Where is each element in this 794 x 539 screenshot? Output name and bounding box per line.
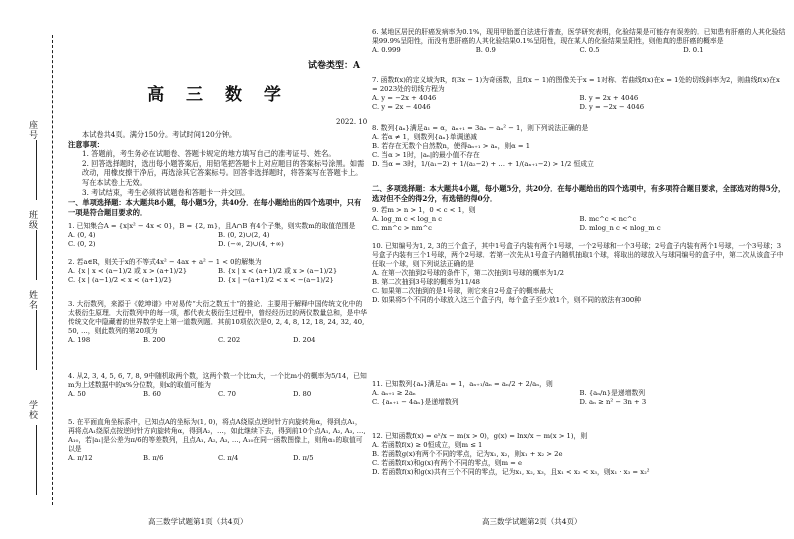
right-column bbox=[372, 0, 787, 539]
q7-options-row2 bbox=[372, 103, 787, 112]
q12-option-b: B. 若函数g(x)有两个不同的零点，记为x₁, x₂，则x₁ + x₂ > 2e bbox=[372, 450, 563, 458]
question-3 bbox=[68, 300, 368, 345]
q1-options-row2 bbox=[68, 240, 368, 249]
name-write-line bbox=[36, 310, 37, 370]
q2-options-row1 bbox=[68, 267, 368, 276]
q8-option-c: C. 当α > 1时，|aₙ|的最小值不存在 bbox=[372, 151, 480, 159]
question-5 bbox=[68, 418, 368, 463]
section2-title: 二、多项选择题：本大题共4小题，每小题5分，共20分．在每小题给出的四个选项中，有多项符合题目要求，全部选对的得5分，选对但不全的得2分，有选错的得0分． bbox=[372, 184, 786, 203]
q1-option-b: B. (0, 2)∪(2, 4) bbox=[218, 231, 270, 239]
label-name: 姓名 bbox=[27, 290, 37, 310]
q6-option-b: B. 0.9 bbox=[475, 46, 496, 54]
q8-stem: 8. 数列{aₙ}满足a₁ = α，aₙ₊₁ = 3aₙ − aₙ² − 1，则下列说法正确的是 bbox=[372, 124, 589, 132]
q11-options-row1 bbox=[372, 389, 787, 398]
q4-option-b: B. 60 bbox=[143, 390, 161, 398]
q7-options-row1 bbox=[372, 94, 787, 103]
q4-stem: 4. 从2, 3, 4, 5, 6, 7, 8, 9中随机取两个数，这两个数一个比m大，一个比m小的概率为5/14，已知m为上述数据中的x%分位数，则x的取值可能为 bbox=[68, 372, 367, 389]
q7-option-d: D. y = −2x − 4046 bbox=[579, 103, 645, 111]
question-12 bbox=[372, 432, 787, 477]
exam-date: 2022. 10 bbox=[336, 118, 368, 126]
q9-options-row1 bbox=[372, 215, 787, 224]
q10-option-d: D. 如果将5个不同的小球放入这三个盒子内，每个盒子至少放1个，则不同的放法有300种 bbox=[372, 296, 642, 304]
q1-options-row1 bbox=[68, 231, 368, 240]
q8-option-d: D. 当α = 3时，1/(a₁−2) + 1/(a₂−2) + … + 1/(aₙ₊₁−2) > 1/2 恒成立 bbox=[372, 160, 594, 168]
q7-option-c: C. y = 2x − 4046 bbox=[372, 103, 431, 111]
q2-option-b: B. {x | x < (a+1)/2 或 x > (a−1)/2} bbox=[218, 267, 338, 275]
label-class: 班级 bbox=[27, 210, 37, 230]
notice-2: 2. 回答选择题时，选出每小题答案后，用铅笔把答题卡上对应题目的答案标号涂黑。如需改动，用橡皮擦干净后，再选涂其它答案标号。回答非选择题时，将答案写在答题卡上。写在本试卷上无效。 bbox=[82, 158, 365, 187]
q6-stem: 6. 某地区居民的肝癌发病率为0.1%，现用甲胎蛋白法进行普查，医学研究表明，化验结果是可能存有误差的．已知患有肝癌的人其化验结果99.9%呈阳性，而没有患肝癌的人其化验结果0.1%呈阳性，现在某人的化验结果呈阳性，则他真的患肝癌的概率是 bbox=[372, 28, 786, 45]
q10-option-c: C. 如果第二次抽到的是1号球，则它来自2号盒子的概率最大 bbox=[372, 287, 554, 295]
q7-option-b: B. y = 2x + 4046 bbox=[579, 94, 639, 102]
q10-stem: 10. 已知编号为1, 2, 3的三个盒子，其中1号盒子内装有两个1号球，一个2号球和一个3号球；2号盒子内装有两个1号球，一个3号球；3号盒子内装有三个1号球，两个2号球．若第一次先从1号盒子内随机抽取1个球，将取出的球放入与球同编号的盒子中，第二次从该盒子中任取一个球，则下列说法正确的是 bbox=[372, 242, 784, 268]
question-9 bbox=[372, 206, 787, 233]
q4-option-a: A. 50 bbox=[68, 390, 86, 398]
question-11 bbox=[372, 380, 787, 407]
q11-stem: 11. 已知数列{aₙ}满足a₁ = 1，aₙ₊₁/aₙ = aₙ/2 + 2/aₙ，则 bbox=[372, 380, 553, 388]
question-1 bbox=[68, 222, 368, 249]
q11-option-d: D. aₙ ≥ n² − 3n + 3 bbox=[579, 398, 647, 406]
q2-option-d: D. {x | −(a+1)/2 < x < −(a−1)/2} bbox=[218, 276, 334, 284]
page-title: 高 三 数 学 bbox=[147, 85, 289, 105]
q12-stem: 12. 已知函数f(x) = eˣ/x − m(x > 0)，g(x) = lnx/x − m(x > 1)，则 bbox=[372, 432, 588, 440]
q3-option-b: B. 200 bbox=[143, 336, 166, 344]
q9-options-row2 bbox=[372, 224, 787, 233]
q4-options bbox=[68, 390, 368, 399]
q9-stem: 9. 若m > n > 1，0 < c < 1，则 bbox=[372, 206, 476, 214]
q6-option-d: D. 0.1 bbox=[683, 46, 704, 54]
q2-options-row2 bbox=[68, 276, 368, 285]
q12-option-c: C. 若函数f(x)和g(x)有两个不同的零点，则m = e bbox=[372, 459, 523, 467]
q7-stem: 7. 函数f(x)的定义域为R，f(3x − 1)为奇函数，且f(x − 1)的图像关于x = 1对称．若曲线f(x)在x = 1处的切线斜率为2，则曲线f(x)在x = 2023处的切线方程为 bbox=[372, 76, 780, 93]
q9-option-c: C. mn^c > nm^c bbox=[372, 224, 432, 232]
q8-option-a: A. 若α ≠ 1，则数列{aₙ}单调递减 bbox=[372, 133, 477, 141]
q9-option-b: B. mc^c < nc^c bbox=[579, 215, 637, 223]
q5-option-b: B. π/6 bbox=[143, 454, 164, 462]
school-write-line bbox=[36, 425, 37, 495]
intro-text: 本试卷共4页。满分150分。考试时间120分钟。 bbox=[82, 130, 237, 139]
question-6 bbox=[372, 28, 787, 55]
q2-option-c: C. {x | (a−1)/2 < x < (a+1)/2} bbox=[68, 276, 173, 284]
question-8 bbox=[372, 124, 787, 169]
q5-options bbox=[68, 454, 368, 463]
label-seat: 座号 bbox=[27, 120, 37, 140]
fold-line bbox=[52, 35, 53, 505]
q5-option-d: D. π/5 bbox=[293, 454, 314, 462]
q7-option-a: A. y = −2x + 4046 bbox=[372, 94, 437, 102]
q1-option-a: A. (0, 4) bbox=[68, 231, 96, 239]
q10-option-a: A. 在第一次抽到2号球的条件下，第二次抽到1号球的概率为1/2 bbox=[372, 269, 564, 277]
q9-option-d: D. mlog_n c < nlog_m c bbox=[579, 224, 661, 232]
q5-option-a: A. π/12 bbox=[68, 454, 93, 462]
q11-option-b: B. {aₙ/n}是递增数列 bbox=[579, 389, 646, 397]
question-7 bbox=[372, 76, 787, 112]
q6-option-a: A. 0.999 bbox=[372, 46, 401, 54]
q3-stem: 3. 大衍数列，来源于《乾坤谱》中对易传“大衍之数五十”的推论．主要用于解释中国传统文化中的太极衍生原理．大衍数列中的每一项，都代表太极衍生过程中，曾经经历过的两仪数量总和，是中华传统文化中隐藏着的世界数学史上第一道数列题．其前10项依次是0, 2, 4, 8, 12, 18, 24, 32, 40, 50, …，则此数列的第20项为 bbox=[68, 300, 368, 335]
q11-option-a: A. aₙ₊₁ ≥ 2aₙ bbox=[372, 389, 416, 397]
q12-option-a: A. 若函数f(x) ≥ 0恒成立，则m ≤ 1 bbox=[372, 441, 483, 449]
notice-title: 注意事项： bbox=[68, 139, 104, 149]
left-column bbox=[68, 0, 368, 539]
seat-write-line bbox=[36, 140, 37, 200]
q3-option-d: D. 204 bbox=[293, 336, 316, 344]
q1-option-c: C. (0, 2) bbox=[68, 240, 96, 248]
q2-option-a: A. {x | x < (a−1)/2 或 x > (a+1)/2} bbox=[68, 267, 188, 275]
q12-option-d: D. 若函数f(x)和g(x)共有三个不同的零点，记为x₁, x₂, x₃，且x₁ < x₂ < x₃，则x₁ · x₃ = x₂² bbox=[372, 468, 650, 476]
q3-option-c: C. 202 bbox=[218, 336, 241, 344]
q6-option-c: C. 0.5 bbox=[579, 46, 600, 54]
q3-option-a: A. 198 bbox=[68, 336, 91, 344]
exam-type: 试卷类型：A bbox=[308, 61, 360, 71]
q5-stem: 5. 在平面直角坐标系中，已知点A的坐标为(1, 0)，将点A绕原点逆时针方向旋转角α，得到点A₁，再将点A₁绕原点按逆时针方向旋转角α，得到A₂，…，如此继续下去，得到前10个点A₁, A₂, A₃, …, A₁₀，若|a₁|是公差为π/6的等差数列，且点A₁, A₂, A₃, …, A₁₀在同一函数图像上，则角α₁的取值可以是 bbox=[68, 418, 366, 453]
notice-3: 3. 考试结束，考生必须将试题卷和答题卡一并交回。 bbox=[82, 187, 250, 197]
q3-options bbox=[68, 336, 368, 345]
q6-options bbox=[372, 46, 787, 55]
question-2 bbox=[68, 258, 368, 285]
section1-title: 一、单项选择题：本大题共8小题，每小题5分，共40分．在每小题给出的四个选项中，只有一项是符合题目要求的． bbox=[68, 198, 362, 217]
q2-stem: 2. 若a∈R，则关于x的不等式4x² − 4ax + a² − 1 < 0的解集为 bbox=[68, 258, 262, 266]
q10-option-b: B. 第二次抽到3号球的概率为11/48 bbox=[372, 278, 480, 286]
q4-option-c: C. 70 bbox=[218, 390, 236, 398]
q11-options-row2 bbox=[372, 398, 787, 407]
instructions bbox=[68, 130, 368, 197]
question-10 bbox=[372, 242, 787, 305]
q5-option-c: C. π/4 bbox=[218, 454, 239, 462]
q8-option-b: B. 若存在无数个自然数n，使得aₙ₊₁ > aₙ，则α = 1 bbox=[372, 142, 531, 150]
q11-option-c: C. {aₙ₊₁ − 4aₙ}是递增数列 bbox=[372, 398, 459, 406]
notice-1: 1. 答题前，考生务必在试题卷、答题卡规定的地方填写自己的准考证号、姓名。 bbox=[82, 149, 336, 159]
footer-right: 高三数学试题第2页（共4页） bbox=[482, 517, 582, 526]
q1-option-d: D. (−∞, 2)∪(4, +∞) bbox=[218, 240, 284, 248]
footer-left: 高三数学试题第1页（共4页） bbox=[148, 517, 248, 526]
binding-strip bbox=[6, 0, 64, 539]
class-write-line bbox=[36, 230, 37, 280]
question-4 bbox=[68, 372, 368, 399]
q1-stem: 1. 已知集合A = {x|x² − 4x < 0}，B = {2, m}，且A∩B 有4个子集，则实数m的取值范围是 bbox=[68, 222, 356, 230]
label-school: 学校 bbox=[27, 400, 37, 420]
q4-option-d: D. 80 bbox=[293, 390, 312, 398]
q9-option-a: A. log_m c < log_n c bbox=[372, 215, 443, 223]
